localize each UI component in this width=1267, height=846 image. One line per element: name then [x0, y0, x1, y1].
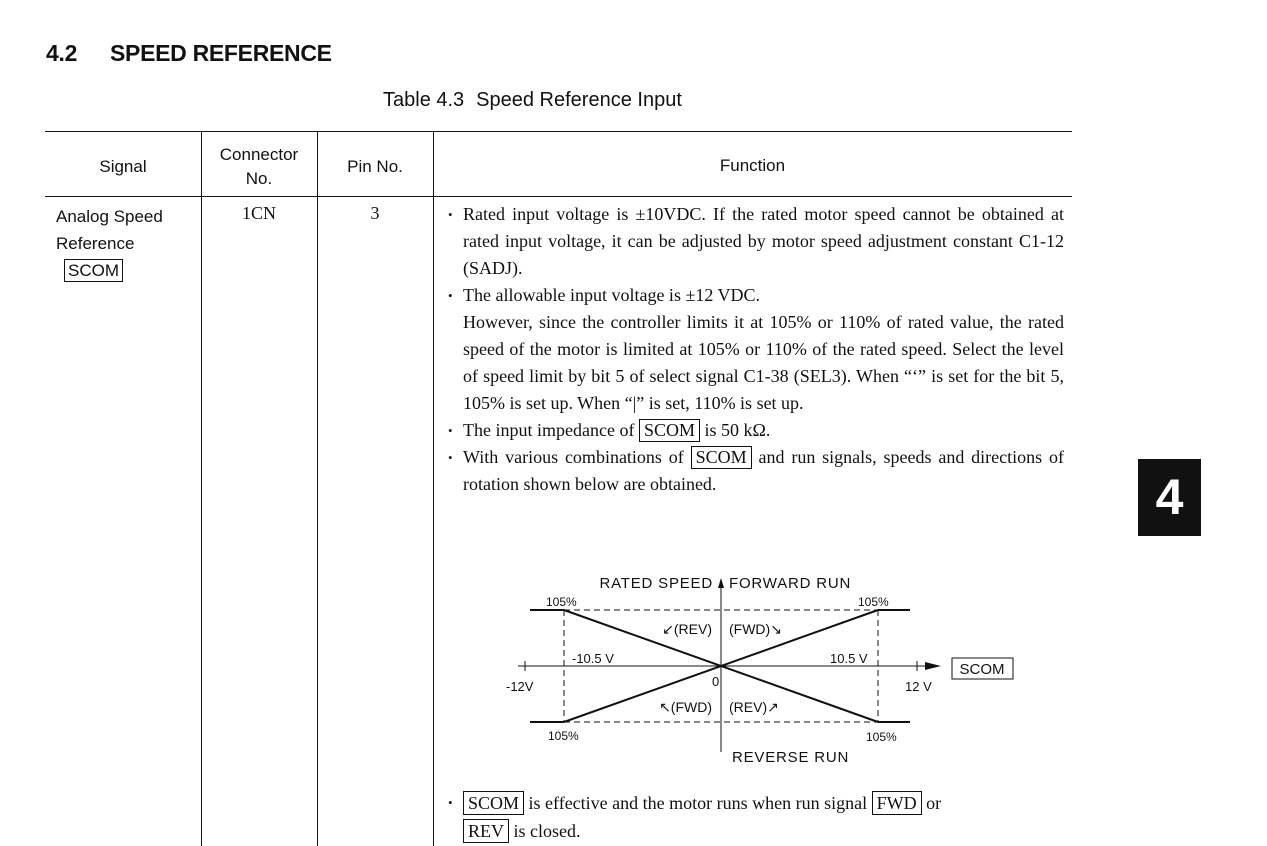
header-connector — [201, 143, 317, 191]
signal-line2: Reference — [56, 234, 135, 253]
pct-label: 105% — [548, 729, 579, 743]
pct-label: 105% — [546, 595, 577, 609]
function-cell — [448, 201, 1064, 498]
header-connector-line2: No. — [245, 169, 273, 188]
section-heading — [46, 40, 332, 67]
scom-box: SCOM — [691, 446, 752, 469]
function-bullet-scom-effective — [448, 789, 1064, 845]
table-column-divider — [201, 131, 202, 846]
graph-title-forward-run: FORWARD RUN — [729, 575, 852, 592]
section-title: SPEED REFERENCE — [110, 40, 332, 66]
table-caption-title: Speed Reference Input — [476, 89, 682, 111]
function-text: The input impedance of — [463, 420, 635, 440]
header-connector-line1: Connector — [219, 145, 299, 164]
function-bullet-combinations — [448, 444, 1064, 498]
signal-line1: Analog Speed — [56, 207, 163, 226]
function-bullet-impedance — [448, 417, 1064, 444]
pct-label: 105% — [866, 730, 897, 744]
table-top-rule — [45, 131, 1072, 132]
direction-label-rev: (REV)↗ — [729, 699, 779, 715]
header-pin: Pin No. — [347, 157, 403, 176]
pct-label: 105% — [858, 595, 889, 609]
speed-reference-graph — [500, 566, 1040, 770]
direction-label-rev: ↙(REV) — [662, 621, 712, 637]
header-signal: Signal — [99, 157, 147, 176]
section-number: 4.2 — [46, 40, 78, 66]
function-text: Rated input voltage is ±10VDC. If the rated motor speed cannot be obtained at rated input voltage, it can be adjusted by motor speed adjustment constant C1-12 (SADJ). — [463, 204, 1064, 278]
signal-scom-box: SCOM — [64, 259, 123, 282]
function-bullet-rated-voltage — [448, 201, 1064, 282]
bottom-note-text: or — [926, 793, 942, 813]
chapter-tab-marker: 4 — [1138, 459, 1201, 536]
bottom-note — [448, 789, 1064, 845]
direction-label-fwd: ↖(FWD) — [659, 699, 712, 715]
table-column-divider — [317, 131, 318, 846]
pin-cell: 3 — [370, 203, 380, 223]
table-caption-number: Table 4.3 — [383, 89, 465, 111]
origin-label: 0 — [712, 674, 720, 689]
graph-title-rated-speed: RATED SPEED — [599, 575, 713, 592]
function-bullet-allowable-voltage — [448, 282, 1064, 417]
voltage-label-neg-10-5: -10.5 V — [572, 651, 614, 666]
function-text: However, since the controller limits it at 105% or 110% of rated value, the rated speed of the motor is limited at 105% or 110% of the rated speed. Select the level of speed limit by bit 5 of select signal C1-38 (SEL3). When “‘” is set for the bit 5, 105% is set up. When “|” is set, 110% is set up. — [463, 312, 1064, 413]
rev-box: REV — [463, 819, 509, 843]
graph-title-reverse-run: REVERSE RUN — [732, 749, 850, 766]
voltage-label-neg-12: -12V — [506, 679, 534, 694]
bottom-note-text: is effective and the motor runs when run signal — [528, 793, 868, 813]
function-text: and run signals, speeds and directions of rotation shown below are obtained. — [463, 447, 1064, 494]
scom-box: SCOM — [463, 791, 524, 815]
table-column-divider — [433, 131, 434, 846]
voltage-axis-arrow — [925, 662, 941, 670]
function-text: With various combinations of — [463, 447, 684, 467]
scom-box: SCOM — [639, 419, 700, 442]
voltage-label-pos-10-5: 10.5 V — [830, 651, 868, 666]
header-function: Function — [719, 156, 786, 175]
fwd-box: FWD — [872, 791, 922, 815]
function-text: • The allowable input voltage is ±12 VDC. — [463, 285, 760, 305]
direction-label-fwd: (FWD)↘ — [729, 621, 782, 637]
signal-cell — [56, 203, 163, 284]
table-header-rule — [45, 196, 1072, 197]
scom-axis-label: SCOM — [959, 661, 1005, 678]
function-text: is 50 kΩ. — [704, 420, 771, 440]
speed-axis-arrow — [718, 578, 724, 588]
connector-cell: 1CN — [241, 203, 276, 223]
table-caption — [383, 89, 682, 112]
voltage-label-pos-12: 12 V — [905, 679, 932, 694]
bottom-note-text: is closed. — [513, 821, 581, 841]
